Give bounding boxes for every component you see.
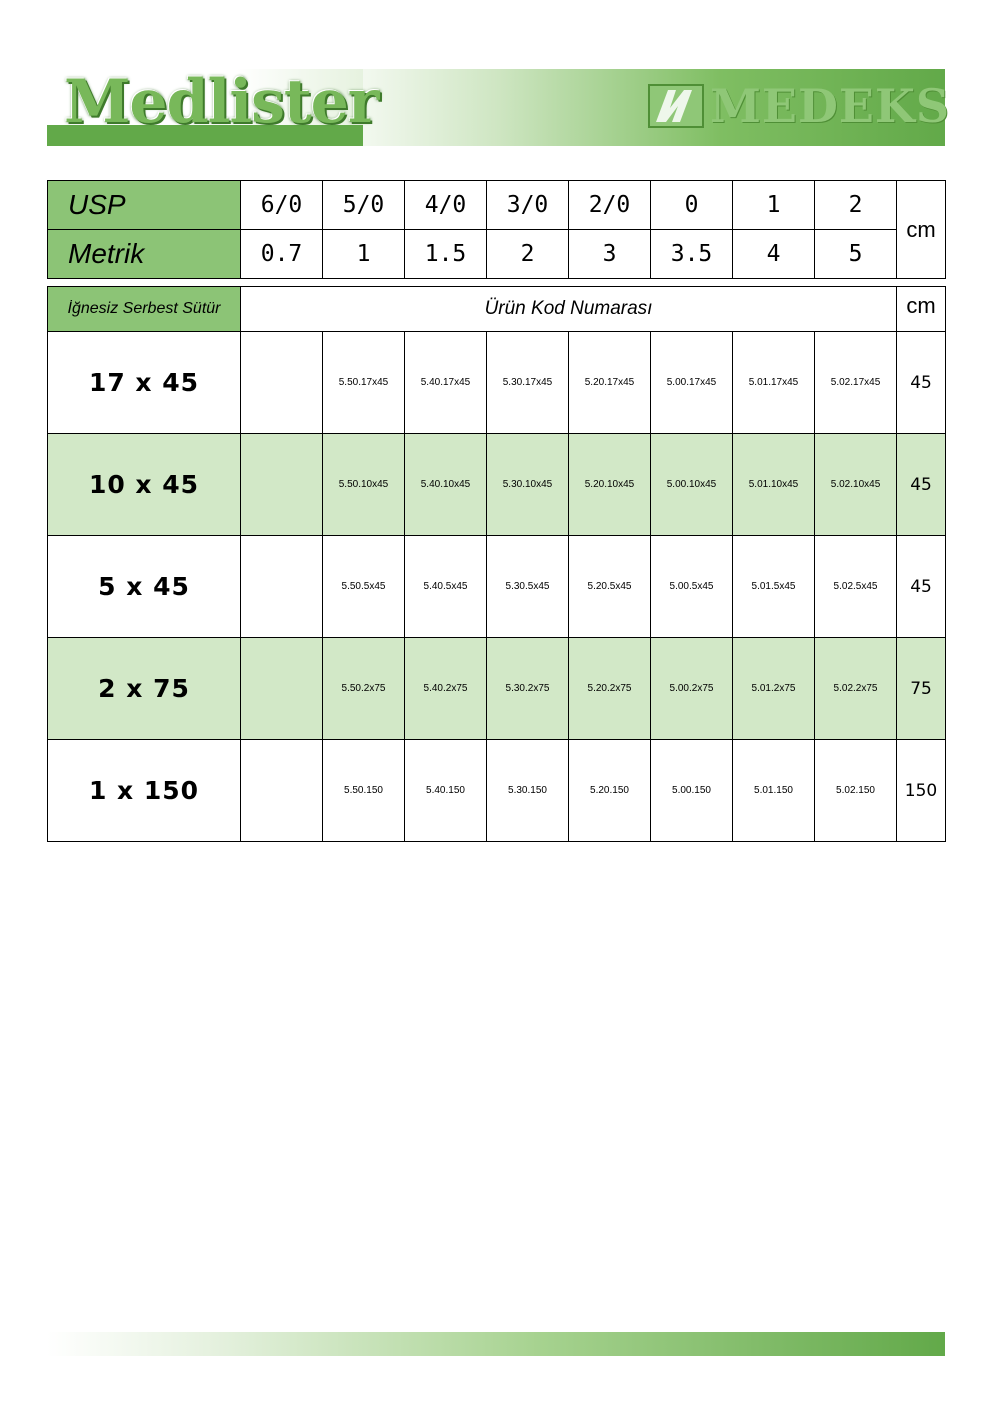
usp-label: USP — [48, 181, 241, 230]
code-cell: 5.30.150 — [487, 740, 569, 842]
footer-band — [47, 1332, 945, 1356]
product-header-row — [48, 287, 946, 332]
metric-label: Metrik — [48, 230, 241, 279]
size-cell: 5 x 45 — [48, 536, 241, 638]
usp-value: 3/0 — [487, 181, 569, 230]
code-cell: 5.00.5x45 — [651, 536, 733, 638]
table-row — [48, 332, 946, 434]
code-cell: 5.30.2x75 — [487, 638, 569, 740]
table-row — [48, 740, 946, 842]
metric-value: 2 — [487, 230, 569, 279]
code-cell: 5.50.150 — [323, 740, 405, 842]
unit-cm-header: cm — [897, 287, 946, 332]
metric-value: 1.5 — [405, 230, 487, 279]
code-cell: 5.01.10x45 — [733, 434, 815, 536]
metric-value: 0.7 — [241, 230, 323, 279]
brand-title: Medlister — [64, 67, 379, 137]
metric-value: 3.5 — [651, 230, 733, 279]
usp-value: 2 — [815, 181, 897, 230]
medeks-logo — [648, 79, 951, 133]
code-cell — [241, 638, 323, 740]
code-cell: 5.20.150 — [569, 740, 651, 842]
code-cell: 5.02.10x45 — [815, 434, 897, 536]
size-cell: 1 x 150 — [48, 740, 241, 842]
code-cell: 5.20.10x45 — [569, 434, 651, 536]
usp-value: 1 — [733, 181, 815, 230]
code-cell: 5.40.2x75 — [405, 638, 487, 740]
logo-text: MEDEKS — [710, 79, 951, 133]
code-cell: 5.50.10x45 — [323, 434, 405, 536]
code-cell: 5.20.17x45 — [569, 332, 651, 434]
metric-value: 3 — [569, 230, 651, 279]
code-cell: 5.30.5x45 — [487, 536, 569, 638]
metric-value: 4 — [733, 230, 815, 279]
code-cell: 5.02.150 — [815, 740, 897, 842]
code-cell — [241, 332, 323, 434]
code-cell: 5.00.150 — [651, 740, 733, 842]
code-cell: 5.40.10x45 — [405, 434, 487, 536]
table-row — [48, 434, 946, 536]
code-cell: 5.02.5x45 — [815, 536, 897, 638]
metric-value: 1 — [323, 230, 405, 279]
usp-value: 2/0 — [569, 181, 651, 230]
length-cell: 45 — [897, 434, 946, 536]
code-cell: 5.01.5x45 — [733, 536, 815, 638]
length-cell: 45 — [897, 332, 946, 434]
spec-table — [47, 180, 946, 279]
size-cell: 2 x 75 — [48, 638, 241, 740]
code-cell: 5.00.10x45 — [651, 434, 733, 536]
length-cell: 45 — [897, 536, 946, 638]
product-table — [47, 286, 946, 842]
code-cell: 5.01.150 — [733, 740, 815, 842]
usp-value: 5/0 — [323, 181, 405, 230]
code-cell: 5.20.5x45 — [569, 536, 651, 638]
code-cell: 5.40.150 — [405, 740, 487, 842]
code-cell: 5.20.2x75 — [569, 638, 651, 740]
table-row — [48, 638, 946, 740]
code-cell: 5.01.17x45 — [733, 332, 815, 434]
length-cell: 150 — [897, 740, 946, 842]
length-cell: 75 — [897, 638, 946, 740]
usp-value: 4/0 — [405, 181, 487, 230]
code-cell: 5.00.2x75 — [651, 638, 733, 740]
code-cell — [241, 740, 323, 842]
usp-value: 6/0 — [241, 181, 323, 230]
code-cell: 5.50.17x45 — [323, 332, 405, 434]
code-cell: 5.40.17x45 — [405, 332, 487, 434]
code-cell: 5.02.2x75 — [815, 638, 897, 740]
code-cell: 5.00.17x45 — [651, 332, 733, 434]
unit-cm: cm — [897, 181, 946, 279]
metric-row — [48, 230, 946, 279]
code-cell: 5.01.2x75 — [733, 638, 815, 740]
usp-row — [48, 181, 946, 230]
usp-value: 0 — [651, 181, 733, 230]
code-cell: 5.40.5x45 — [405, 536, 487, 638]
code-cell: 5.50.2x75 — [323, 638, 405, 740]
code-header: Ürün Kod Numarası — [241, 287, 897, 332]
code-cell: 5.50.5x45 — [323, 536, 405, 638]
size-cell: 17 x 45 — [48, 332, 241, 434]
code-cell: 5.30.10x45 — [487, 434, 569, 536]
code-cell — [241, 434, 323, 536]
code-cell — [241, 536, 323, 638]
code-cell: 5.30.17x45 — [487, 332, 569, 434]
medeks-logo-icon — [648, 84, 704, 128]
metric-value: 5 — [815, 230, 897, 279]
size-cell: 10 x 45 — [48, 434, 241, 536]
table-row — [48, 536, 946, 638]
code-cell: 5.02.17x45 — [815, 332, 897, 434]
product-type-label: İğnesiz Serbest Sütür — [48, 287, 241, 332]
